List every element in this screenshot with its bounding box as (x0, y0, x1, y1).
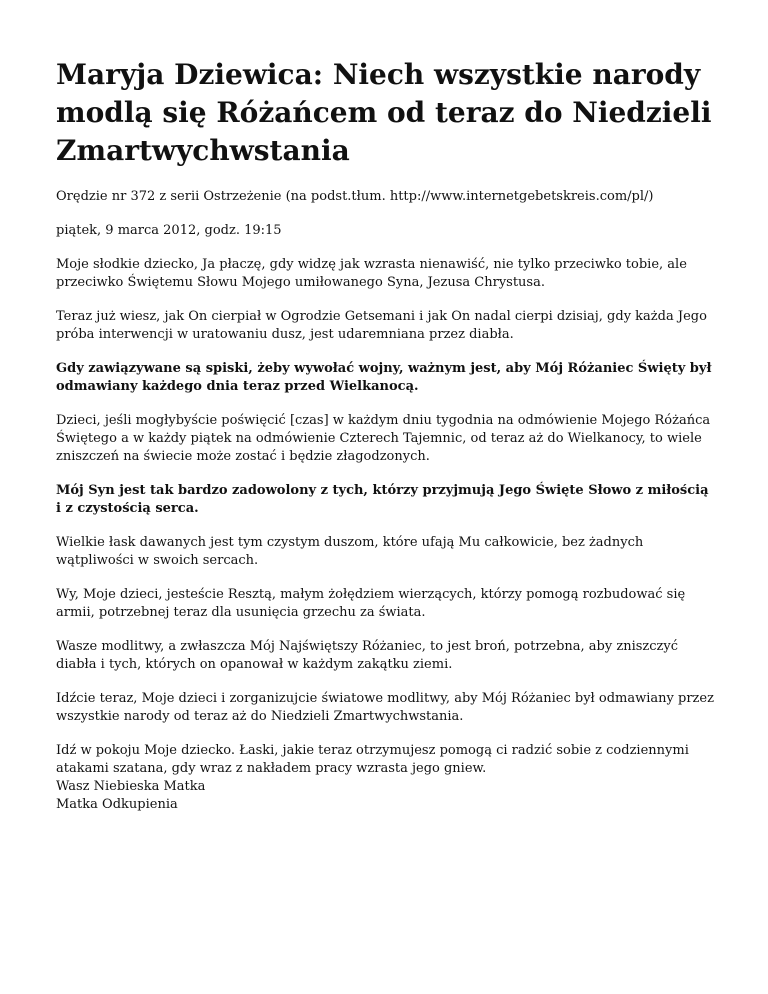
closing-text: Idź w pokoju Moje dziecko. Łaski, jakie teraz otrzymujesz pomogą ci radzić sobie z codziennymi atakami szatana, gdy wraz z nakładem pracy wzrasta jego gniew. (56, 743, 689, 776)
paragraph-8: Wasze modlitwy, a zwłaszcza Mój Najświętszy Różaniec, to jest broń, potrzebna, aby zniszczyć diabła i tych, których on opanował w każdym zakątku ziemi. (56, 639, 679, 672)
signature-line-2: Matka Odkupienia (56, 797, 178, 812)
paragraph-6: Wielkie łask dawanych jest tym czystym duszom, które ufają Mu całkowicie, bez żadnych wątpliwości w swoich sercach. (56, 535, 644, 568)
signature-line-1: Wasz Niebieska Matka (56, 779, 206, 794)
date-line: piątek, 9 marca 2012, godz. 19:15 (56, 223, 282, 238)
paragraph-5-bold: Mój Syn jest tak bardzo zadowolony z tych, którzy przyjmują Jego Święte Słowo z miłością i z czystością serca. (56, 483, 709, 516)
closing-block (56, 742, 716, 814)
document-page (56, 48, 716, 830)
paragraph-9: Idźcie teraz, Moje dzieci i zorganizujcie światowe modlitwy, aby Mój Różaniec był odmawiany przez wszystkie narody od teraz aż do Niedzieli Zmartwychwstania. (56, 691, 714, 724)
paragraph-2: Teraz już wiesz, jak On cierpiał w Ogrodzie Getsemani i jak On nadal cierpi dzisiaj, gdy każda Jego próba interwencji w uratowaniu dusz, jest udaremniana przez diabła. (56, 309, 707, 342)
paragraph-3-bold: Gdy zawiązywane są spiski, żeby wywołać wojny, ważnym jest, aby Mój Różaniec Święty był odmawiany każdego dnia teraz przed Wielkanocą. (56, 361, 712, 394)
paragraph-4: Dzieci, jeśli mogłybyście poświęcić [czas] w każdym dniu tygodnia na odmówienie Mojego Różańca Świętego a w każdy piątek na odmówienie Czterech Tajemnic, od teraz aż do Wielkanocy, to wiele zniszczeń na świecie może zostać i będzie złagodzonych. (56, 413, 711, 464)
document-title: Maryja Dziewica: Niech wszystkie narody modlą się Różańcem od teraz do Niedzieli Zmartwychwstania (56, 58, 712, 167)
paragraph-1: Moje słodkie dziecko, Ja płaczę, gdy widzę jak wzrasta nienawiść, nie tylko przeciwko tobie, ale przeciwko Świętemu Słowu Mojego umiłowanego Syna, Jezusa Chrystusa. (56, 257, 687, 290)
source-line: Orędzie nr 372 z serii Ostrzeżenie (na podst.tłum. http://www.internetgebetskreis.com/pl/) (56, 189, 654, 204)
paragraph-7: Wy, Moje dzieci, jesteście Resztą, małym żołędziem wierzących, którzy pomogą rozbudować się armii, potrzebnej teraz dla usunięcia grzechu za świata. (56, 587, 686, 620)
